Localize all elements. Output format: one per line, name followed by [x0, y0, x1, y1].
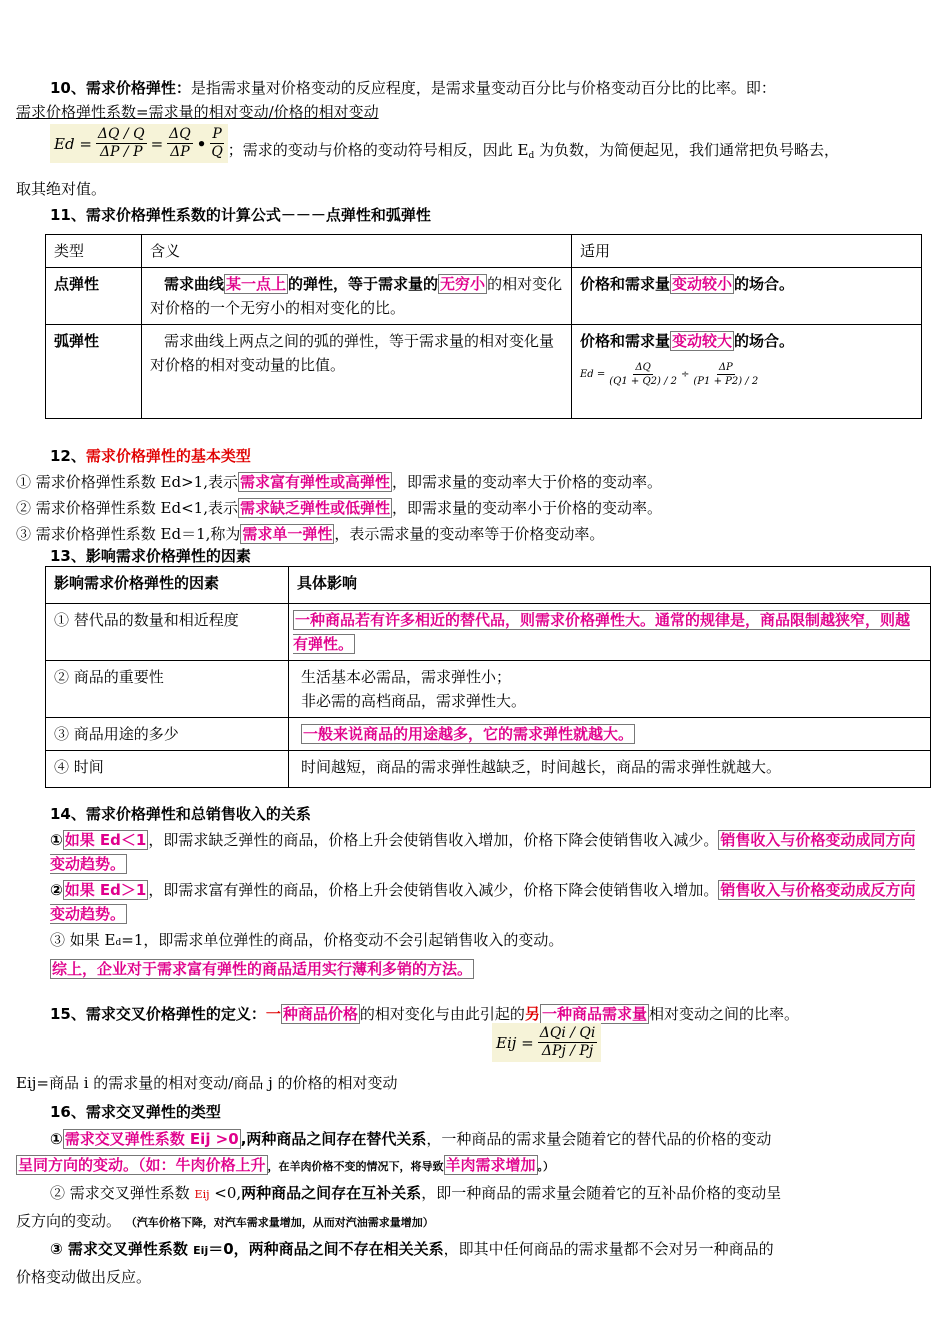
table-header: 适用: [572, 235, 922, 268]
section-14-heading: 14、需求价格弹性和总销售收入的关系: [50, 805, 311, 823]
list-item: ① 需求价格弹性系数 Ed>1,表示 需求富有弹性或高弹性 ，即需求量的变动率大于价格的变动率。: [16, 473, 663, 491]
section-number: 10、: [50, 79, 86, 97]
section-12: 12、需求价格弹性的基本类型 ① 需求价格弹性系数 Ed>1,表示 需求富有弹性或高弹性 ，即需求量的变动率大于价格的变动率。 ② 需求价格弹性系数 Ed<1,表示 需求缺乏弹性或低弹性 ，即需求量的变动率小于价格的变动率。 ③ 需求价格弹性系数 Ed＝1,称为 需求单一弹性 ，表示需求量的变动率等于价格变动率。: [16, 444, 921, 546]
cross-elasticity-definition: Eij=商品 i 的需求量的相对变动/商品 j 的价格的相对变动: [16, 1074, 398, 1092]
elasticity-types-table: [45, 234, 922, 419]
table-header: 类型: [46, 235, 142, 268]
definition-line: 需求价格弹性系数=需求量的相对变动/价格的相对变动: [16, 103, 379, 121]
section-16-heading: 16、需求交叉弹性的类型: [50, 1103, 221, 1121]
arc-elasticity-formula: Ed = $\frac{\Delta Q}{(Q1 + Q2) / 2}$ ÷ $\frac{\Delta P}{(P1 + P2) / 2}$: [580, 362, 759, 387]
formula-note: ；需求的变动与价格的变动符号相反，因此 E: [227, 140, 529, 159]
section-10-formula-line: Ed = $\frac{\Delta Q / Q}{\Delta P / P}$ = $\frac{\Delta Q}{\Delta P}$ • $\frac{P}{Q}$ ；需求的变动与价格的变动符号相反，因此 $E_d$ 为负数，为简便起见，我们通常把负号略去，: [16, 124, 921, 163]
section-16: 16、需求交叉弹性的类型 ① 需求交叉弹性系数 Eij >0 ,两种商品之间存在替代关系，一种商品的需求量会随着它的替代品的价格的变动 呈同方向的变动。（如：牛肉价格上升 ，在羊肉价格不变的情况下，将导致 羊肉需求增加 。） ② 需求交叉弹性系数 Eij <0,两种商品之间存在互补关系，即一种商品的需求量会随着它的互补品价格的变动呈 反方向的变动。 （汽车价格下降，对汽车需求量增加，从而对汽油需求量增加） ③ 需求交叉弹性系数 Eij＝0，两种商品之间不存在相关关系，即其中任何商品的需求量都不会对另一种商品的 价格变动做出反应。: [16, 1100, 921, 1289]
section-15: 15、需求交叉价格弹性的定义：一 种商品价格 的相对变化与由此引起的另 一种商品需求量 相对变动之间的比率。: [50, 1005, 799, 1023]
section-title: 需求价格弹性：: [85, 79, 191, 97]
list-item: ② 需求价格弹性系数 Ed<1,表示 需求缺乏弹性或低弹性 ，即需求量的变动率小于价格的变动率。: [16, 499, 663, 517]
section-11-heading: 11、需求价格弹性系数的计算公式－－－点弹性和弧弹性: [50, 206, 431, 224]
list-item: ③ 需求价格弹性系数 Ed＝1,称为 需求单一弹性 ，表示需求量的变动率等于价格变动率。: [16, 525, 605, 543]
table-header-row: 影响需求价格弹性的因素 具体影响: [46, 567, 931, 604]
table-header: 含义: [142, 235, 572, 268]
section-14: 14、需求价格弹性和总销售收入的关系 ① 如果 Ed＜1 ，即需求缺乏弹性的商品，价格上升会使销售收入增加，价格下降会使销售收入减少。 销售收入与价格变动成同方向变动趋势。 ② 如果 Ed＞1 ，即需求富有弹性的商品，价格上升会使销售收入减少，价格下降会使销售收入增加。 销售收入与价格变动成反方向变动趋势。 ③ 如果 Ed=1，即需求单位弹性的商品，价格变动不会引起销售收入的变动。 综上，企业对于需求富有弹性的商品适用实行薄利多销的方法。: [16, 802, 921, 981]
section-13-heading: 13、影响需求价格弹性的因素: [50, 547, 251, 565]
formula-note-end: 取其绝对值。: [16, 180, 107, 198]
table-row: ④ 时间 时间越短，商品的需求弹性越缺乏，时间越长，商品的需求弹性就越大。: [46, 751, 931, 788]
summary-line: 综上，企业对于需求富有弹性的商品适用实行薄利多销的方法。: [52, 960, 473, 978]
table-row: ③ 商品用途的多少 一般来说商品的用途越多，它的需求弹性就越大。: [46, 718, 931, 751]
table-row: 弧弹性 需求曲线上两点之间的弧的弹性，等于需求量的相对变化量对价格的相对变动量的比值。 价格和需求量 变动较大 的场合。 Ed = $\frac{\Delta Q}{(Q1 + Q2) / 2}$ ÷ $\frac{\Delta P}{(P1 + P2) / 2}$: [46, 325, 922, 419]
factors-table: [45, 566, 931, 788]
elasticity-formula: Ed = $\frac{\Delta Q / Q}{\Delta P / P}$ = $\frac{\Delta Q}{\Delta P}$ • $\frac{P}{Q}$: [50, 124, 228, 163]
section-title: 需求价格弹性的基本类型: [85, 447, 251, 465]
cross-elasticity-formula: Eij = $\frac{\text{ΔQi / Qi}}{\text{ΔPj / Pj}}$: [492, 1023, 601, 1062]
table-row: ② 商品的重要性 生活基本必需品，需求弹性小； 非必需的高档商品，需求弹性大。: [46, 661, 931, 718]
table-header-row: [46, 235, 922, 268]
table-row: ① 替代品的数量和相近程度 一种商品若有许多相近的替代品，则需求价格弹性大。通常的规律是，商品限制越狭窄，则越有弹性。: [46, 604, 931, 661]
section-text: 是指需求量对价格变动的反应程度，是需求量变动百分比与价格变动百分比的比率。即：: [190, 79, 776, 97]
table-row: 点弹性 需求曲线 某一点上 的弹性，等于需求量的 无穷小 的相对变化对价格的一个无穷小的相对变化的比。 价格和需求量 变动较小 的场合。: [46, 268, 922, 325]
section-10: [16, 76, 921, 124]
